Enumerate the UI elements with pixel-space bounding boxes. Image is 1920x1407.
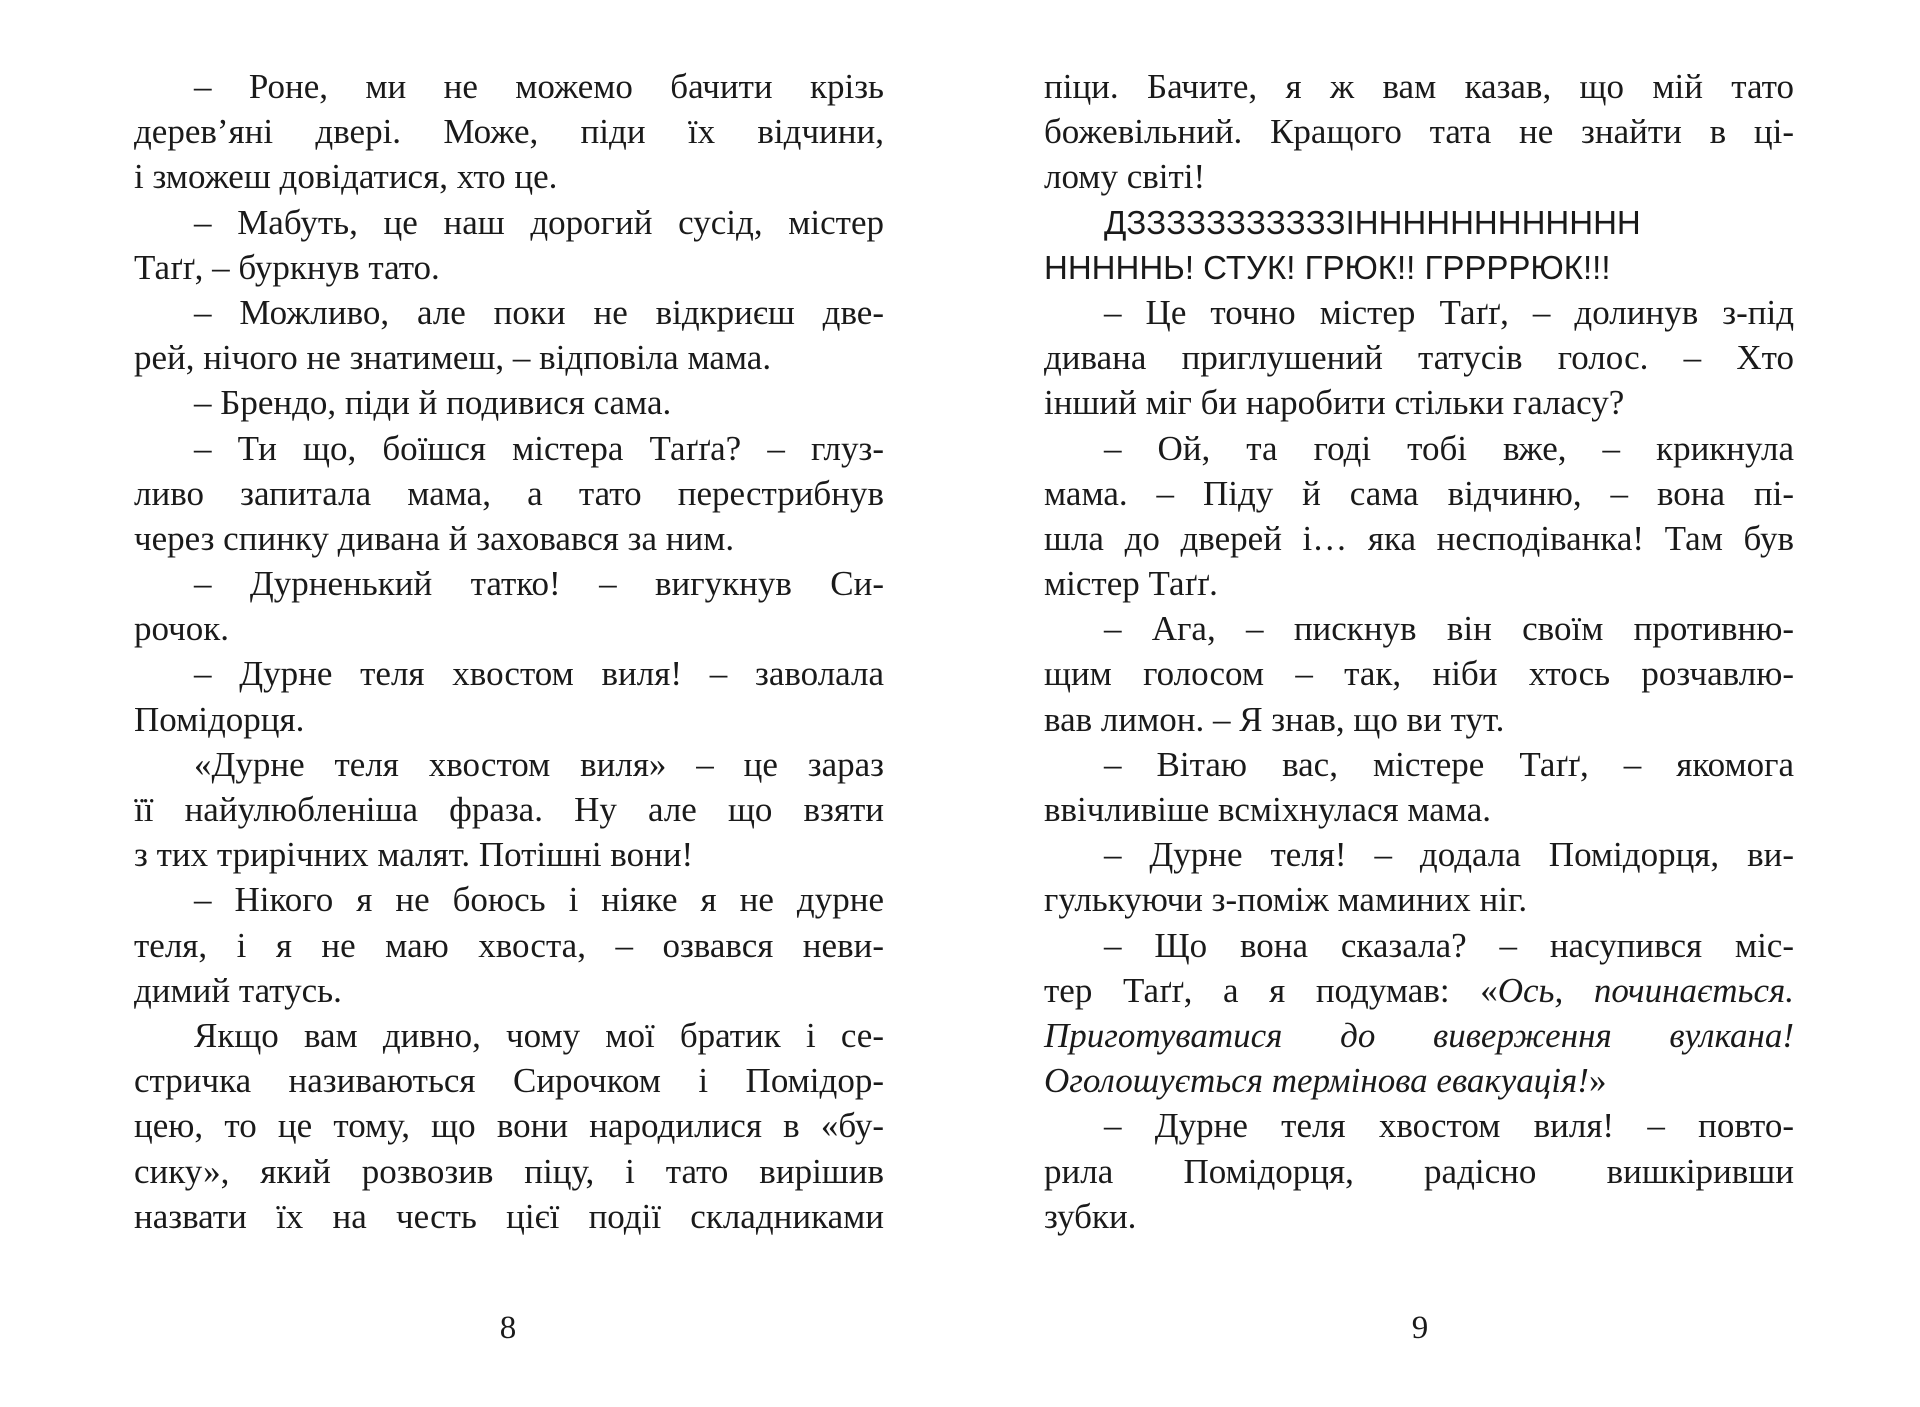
text-line: зубки. [1044,1196,1137,1236]
text-line: Таґґ, – буркнув тато. [134,247,440,287]
text-line [1044,1058,1794,1103]
italic-text: Оголошується термінова евакуація! [1044,1061,1589,1101]
text-line: шла до дверей і… яка несподіванка! Там був [1044,518,1794,558]
text-line: щим голосом – так, ніби хтось розчавлю- [1044,654,1794,694]
text-line: сику», який розвозив піцу, і тато вирішив [134,1151,884,1191]
text-line: – Дурне теля! – додала Помідорця, ви- [1104,835,1794,875]
text-line: – Ага, – пискнув він своїм противню- [1104,609,1794,649]
text-line: – Ти що, боїшся містера Таґґа? – глуз- [194,428,884,468]
text-line: ДЗЗЗЗЗЗЗЗЗЗЗІНННННННННННН [1104,203,1641,241]
text-line: – Ой, та годі тобі вже, – крикнула [1104,428,1794,468]
text-line: ливо запитала мама, а тато перестрибнув [134,473,884,513]
text-line: – Що вона сказала? – насупився міс- [1104,925,1794,965]
text-line: інший міг би наробити стільки галасу? [1044,383,1625,423]
text-line: з тих трирічних малят. Потішні вони! [134,835,694,875]
text-line: рей, нічого не знатимеш, – відповіла мама. [134,338,772,378]
text-line: цею, то це тому, що вони народилися в «бу- [134,1106,884,1146]
text-line: рила Помідорця, радісно вишкіривши [1044,1151,1794,1191]
text-line: і зможеш довідатися, хто це. [134,157,558,197]
text-line: НННННЬ! СТУК! ГРЮК!! ГРРРРЮК!!! [1044,248,1611,286]
text-line: – Брендо, піди й подивися сама. [194,383,672,423]
text-line: дерев’яні двері. Може, піди їх відчини, [134,112,884,152]
text-line: піци. Бачите, я ж вам казав, що мій тато [1044,67,1794,106]
italic-text-line: Приготуватися до виверження вулкана! [1044,1015,1794,1055]
text-line: – Дурне теля хвостом виля! – повто- [1104,1106,1794,1146]
text-line: назвати їх на честь цієї події складниками [134,1196,884,1236]
text-line: – Можливо, але поки не відкриєш две- [194,292,884,332]
text-line: «Дурне теля хвостом виля» – це зараз [194,744,884,784]
text-line: – Роне, ми не можемо бачити крізь [194,67,884,106]
text-line: – Нікого я не боюсь і ніяке я не дурне [194,880,884,920]
text-fragment: » [1588,1061,1607,1101]
text-line: теля, і я не маю хвоста, – озвався неви- [134,925,884,965]
text-line: – Дурненький татко! – вигукнув Си- [194,564,884,604]
text-line: її найулюбленіша фраза. Ну але що взяти [134,790,884,829]
text-line: стричка називаються Сирочком і Помідор- [134,1061,884,1101]
left-page-text [134,64,884,1239]
text-line: через спинку дивана й заховався за ним. [134,518,735,558]
text-line: рочок. [134,609,229,649]
italic-text: Ось, починається. [1497,970,1795,1010]
text-line: мама. – Піду й сама відчиню, – вона пі- [1044,473,1794,513]
page-number-left: 8 [499,1310,517,1346]
text-line: – Це точно містер Таґґ, – долинув з-під [1104,292,1794,332]
right-page-text [1044,64,1794,1239]
text-line: лому світі! [1044,157,1206,197]
text-line: ввічливіше всміхнулася мама. [1044,790,1492,829]
text-line: гулькуючи з-поміж маминих ніг. [1044,880,1528,920]
text-fragment: тер Таґґ, а я подумав: « [1044,970,1498,1010]
page-number-right: 9 [1411,1310,1429,1346]
text-line: Якщо вам дивно, чому мої братик і се- [194,1015,884,1055]
text-line: божевільний. Кращого тата не знайти в ці- [1044,112,1794,152]
text-line: – Мабуть, це наш дорогий сусід, містер [194,202,884,242]
text-line: – Вітаю вас, містере Таґґ, – якомога [1104,744,1794,784]
text-line: димий татусь. [134,970,342,1010]
text-line: Помідорця. [134,699,305,739]
text-line: містер Таґґ. [1044,564,1218,604]
text-line: – Дурне теля хвостом виля! – заволала [194,654,884,694]
text-line: дивана приглушений татусів голос. – Хто [1044,338,1794,378]
text-line [1044,968,1794,1013]
text-line: вав лимон. – Я знав, що ви тут. [1044,699,1505,739]
